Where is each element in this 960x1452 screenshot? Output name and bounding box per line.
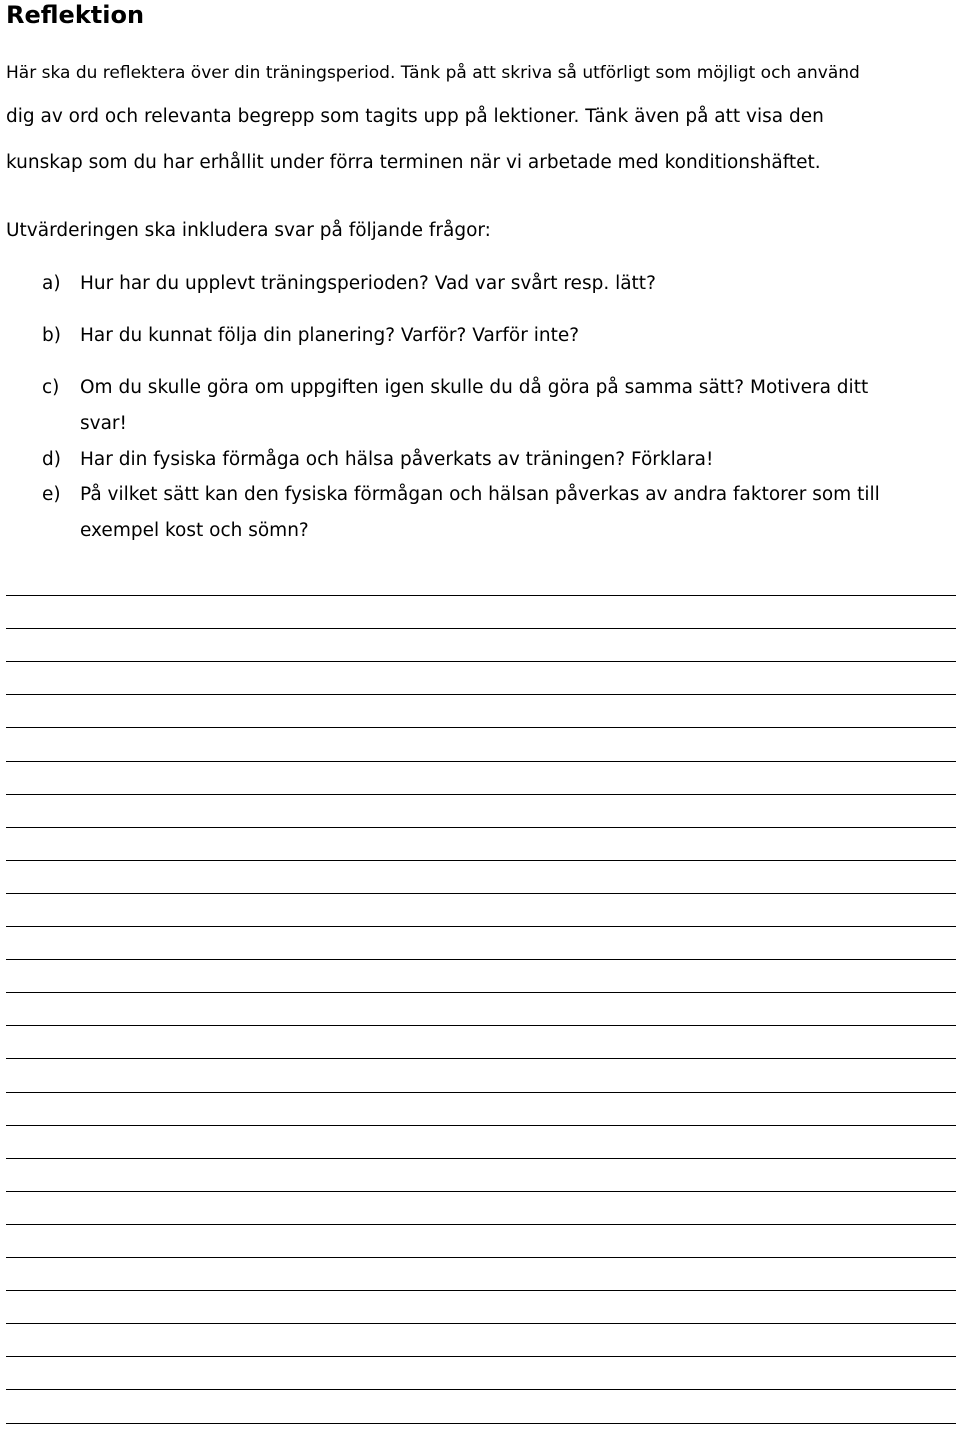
question-text: På vilket sätt kan den fysiska förmågan och hälsan påverkas av andra faktorer som till (80, 484, 880, 505)
instruction-text: Utvärderingen ska inkludera svar på följande frågor: (6, 220, 491, 241)
intro-line: Här ska du reflektera över din träningsperiod. Tänk på att skriva så utförligt som möjligt och använd (6, 63, 860, 83)
answer-line[interactable] (6, 959, 956, 960)
question-letter: e) (42, 484, 61, 505)
question-letter: d) (42, 449, 61, 470)
question-text: Om du skulle göra om uppgiften igen skulle du då göra på samma sätt? Motivera ditt (80, 377, 869, 398)
question-text-continuation: svar! (80, 413, 127, 434)
intro-line: dig av ord och relevanta begrepp som tagits upp på lektioner. Tänk även på att visa den (6, 106, 824, 127)
answer-line[interactable] (6, 926, 956, 927)
question-letter: b) (42, 325, 61, 346)
answer-line[interactable] (6, 1290, 956, 1291)
answer-line[interactable] (6, 992, 956, 993)
question-text: Hur har du upplevt träningsperioden? Vad var svårt resp. lätt? (80, 273, 656, 294)
question-text-continuation: exempel kost och sömn? (80, 520, 309, 541)
answer-line[interactable] (6, 628, 956, 629)
answer-line[interactable] (6, 1389, 956, 1390)
question-text: Har du kunnat följa din planering? Varför? Varför inte? (80, 325, 580, 346)
answer-line[interactable] (6, 860, 956, 861)
question-letter: a) (42, 273, 61, 294)
answer-line[interactable] (6, 1224, 956, 1225)
answer-line[interactable] (6, 893, 956, 894)
answer-line[interactable] (6, 727, 956, 728)
answer-line[interactable] (6, 1158, 956, 1159)
page-title: Reflektion (6, 1, 145, 29)
answer-line[interactable] (6, 1092, 956, 1093)
question-text: Har din fysiska förmåga och hälsa påverkats av träningen? Förklara! (80, 449, 714, 470)
question-letter: c) (42, 377, 60, 398)
answer-line[interactable] (6, 661, 956, 662)
answer-line[interactable] (6, 1058, 956, 1059)
answer-line[interactable] (6, 694, 956, 695)
answer-line[interactable] (6, 1423, 956, 1424)
answer-line[interactable] (6, 794, 956, 795)
answer-line[interactable] (6, 1356, 956, 1357)
answer-line[interactable] (6, 827, 956, 828)
answer-line[interactable] (6, 1191, 956, 1192)
answer-line[interactable] (6, 1125, 956, 1126)
answer-line[interactable] (6, 595, 956, 596)
answer-line[interactable] (6, 1257, 956, 1258)
answer-line[interactable] (6, 1025, 956, 1026)
answer-line[interactable] (6, 1323, 956, 1324)
answer-line[interactable] (6, 761, 956, 762)
intro-line: kunskap som du har erhållit under förra terminen när vi arbetade med konditionshäftet. (6, 152, 821, 173)
